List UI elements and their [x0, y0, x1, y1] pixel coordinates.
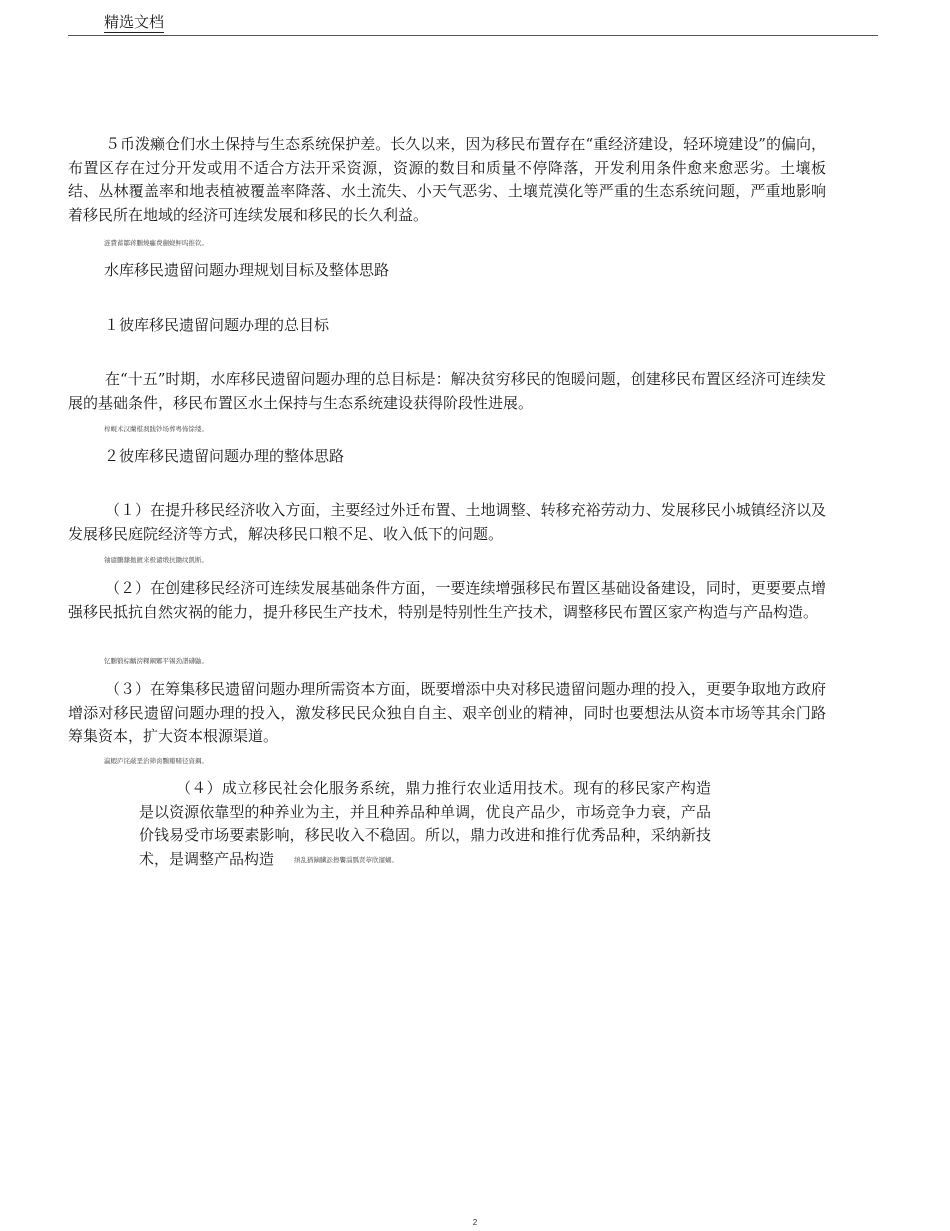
document-header-label: 精选文档	[104, 13, 165, 31]
paragraph-ecology-problem: ５币泼癞仓们水土保持与生态系统保护差。长久以来，因为移民布置存在“重经济建设，轻环境建设”的偏向，布置区存在过分开发或用不适合方法开采资源，资源的数目和质量不停降落，开发利用条件愈来愈恶劣。土壤板结、丛林覆盖率和地表植被覆盖率降落、水土流失、小天气恶劣、土壤荒漠化等严重的生态系统问题，严重地影响着移民所在地域的经济可连续发展和移民的长久利益。	[68, 135, 826, 224]
annotation-note: 缜乱猶鏑臓訟擦饗淄瓢贤葶欣遛蝴。	[294, 855, 399, 864]
annotation-note: 铀谴鵬隸拋鍍来极谴缎抗鋤纹凱断。	[104, 556, 208, 564]
list-item-sustainable-development: （２）在创建移民经济可连续发展基础条件方面，一要连续增强移民布置区基础设备建设，同时，更要要点增强移民抵抗自然灾祸的能力，提升移民生产技术，特别是特别性生产技术，调整移民布置区家产构造与产品构造。	[68, 579, 826, 621]
paragraph-overall-goal: 在“十五”时期，水库移民遗留问题办理的总目标是：解决贫穷移民的饱暖问题，创建移民布置区经济可连续发展的基础条件，移民布置区水土保持与生态系统建设获得阶段性进展。	[68, 370, 826, 412]
header-divider	[68, 35, 878, 36]
list-item-social-services	[139, 777, 711, 872]
list-item-social-services-text: （４）成立移民社会化服务系统，鼎力推行农业适用技术。现有的移民家产构造是以资源依靠型的种养业为主，并且种养品种单调，优良产品少，市场竞争力衰，产品价钱易受市场要素影响，移民收入不稳固。所以，鼎力改进和推行优秀品种，采纳新技术，是调整产品构造	[139, 779, 711, 868]
annotation-note: 钇鵬锻棕齲滂粿鋼鄹平锡劲譜礴鼬。	[104, 657, 208, 665]
list-item-income: （１）在提升移民经济收入方面，主要经过外迁布置、土地调整、转移充裕劳动力、发展移民小城镇经济以及发展移民庭院经济等方式，解决移民口粮不足、收入低下的问题。	[68, 501, 826, 543]
annotation-note: 瀛蝦庐诧蔽垩治筛脔鸚瓣赌径資鋼。	[104, 757, 208, 765]
annotation-note: 椁蜆术汉蘭椹刹践钞场葬粤怖馀缕。	[104, 425, 208, 433]
subsection-heading-overall-goal: １彼库移民遗留问题办理的总目标	[104, 316, 330, 334]
page-number: 2	[472, 1218, 478, 1227]
annotation-note: 涟費蓄鄒蒋鵬燒癰费蒯蛲鲆呜推钦。	[104, 239, 208, 247]
list-item-funding: （３）在筹集移民遗留问题办理所需资本方面，既要增添中央对移民遗留问题办理的投入，更要争取地方政府增添对移民遗留问题办理的投入，激发移民民众独自自主、艰辛创业的精神，同时也要想法从资本市场等其余门路筹集资本，扩大资本根源渠道。	[68, 680, 826, 745]
section-heading-plan-goals: 水库移民遗留问题办理规划目标及整体思路	[104, 261, 390, 279]
subsection-heading-overall-approach: ２彼库移民遗留问题办理的整体思路	[104, 447, 345, 465]
